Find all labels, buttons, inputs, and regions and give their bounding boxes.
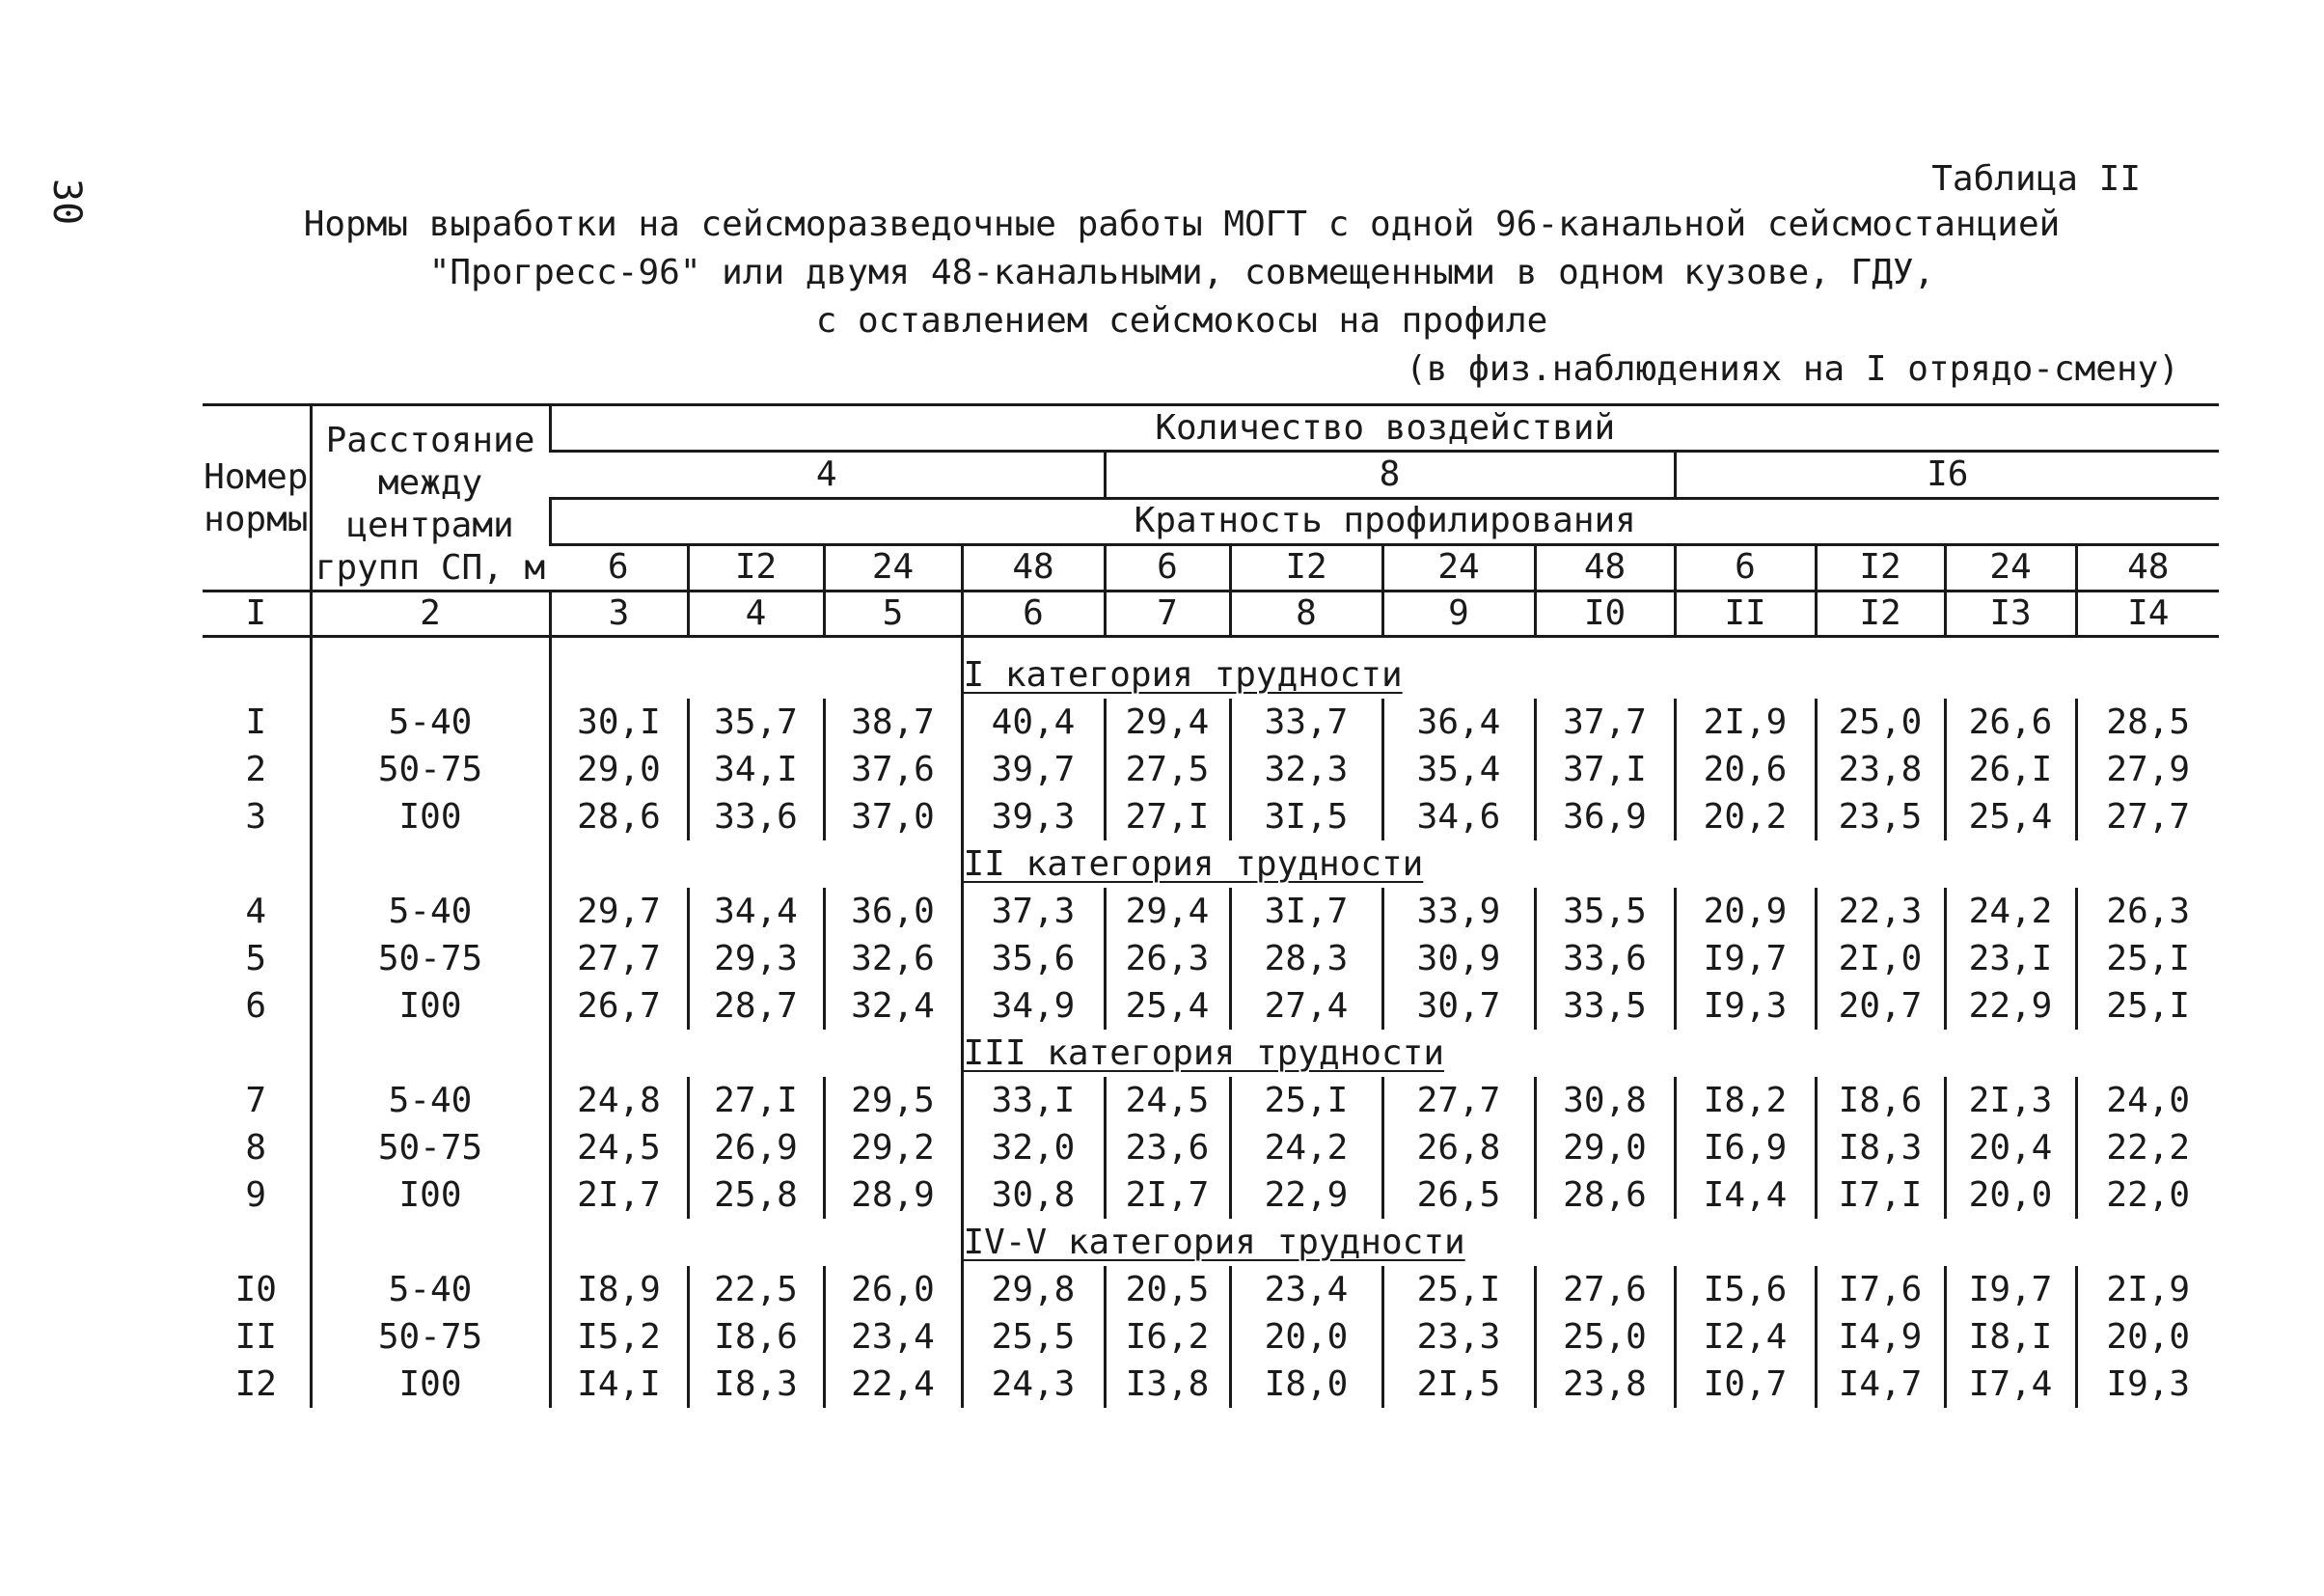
value-cell: 26,I (1945, 746, 2076, 793)
value-cell: 30,8 (1535, 1077, 1675, 1124)
value-cell: I4,7 (1816, 1361, 1945, 1408)
table-row (203, 888, 2219, 935)
value-cell: 32,3 (1230, 746, 1382, 793)
value-cell: 25,I (2076, 982, 2219, 1030)
column-number: I (203, 592, 311, 637)
value-cell: 20,9 (1675, 888, 1816, 935)
value-cell: I9,3 (2076, 1361, 2219, 1408)
spacer-cell (550, 840, 962, 888)
value-cell: I5,2 (550, 1313, 688, 1361)
value-cell: 23,6 (1105, 1124, 1230, 1171)
value-cell: 34,9 (962, 982, 1105, 1030)
distance-cell: 5-40 (311, 1077, 550, 1124)
norm-number-cell: 5 (245, 938, 267, 978)
spacer-cell (203, 840, 311, 888)
value-cell: 2I,9 (2076, 1266, 2219, 1313)
column-number: 5 (824, 592, 962, 637)
column-number: I4 (2076, 592, 2219, 637)
column-number-row (203, 592, 2219, 637)
value-cell: I8,2 (1675, 1077, 1816, 1124)
value-cell: 25,8 (688, 1171, 824, 1219)
value-cell: 37,0 (824, 793, 962, 840)
value-cell: I8,9 (550, 1266, 688, 1313)
value-cell: 36,4 (1382, 699, 1535, 746)
value-cell: 20,5 (1105, 1266, 1230, 1313)
table-row (203, 1124, 2219, 1171)
multiplicity-value: 48 (1535, 544, 1675, 591)
multiplicity-value: I2 (1816, 544, 1945, 591)
value-cell: 28,6 (1535, 1171, 1675, 1219)
value-cell: 26,6 (1945, 699, 2076, 746)
value-cell: 23,8 (1816, 746, 1945, 793)
multiplicity-value: I2 (1230, 544, 1382, 591)
spacer-cell (203, 1030, 311, 1077)
value-cell: 24,5 (550, 1124, 688, 1171)
table-row (203, 699, 2219, 746)
norm-number-cell: 3 (245, 796, 267, 837)
value-cell: 24,3 (962, 1361, 1105, 1408)
column-number: II (1675, 592, 1816, 637)
distance-cell: 50-75 (311, 935, 550, 982)
value-cell: 25,4 (1105, 982, 1230, 1030)
category-title: I категория трудности (962, 637, 2219, 700)
multiplicity-value: 24 (1945, 544, 2076, 591)
spacer-cell (550, 1030, 962, 1077)
column-number: 8 (1230, 592, 1382, 637)
header-multiplicity: Кратность профилирования (550, 498, 2219, 544)
value-cell: 30,9 (1382, 935, 1535, 982)
value-cell: 22,4 (824, 1361, 962, 1408)
value-cell: 35,7 (688, 699, 824, 746)
value-cell: 34,I (688, 746, 824, 793)
value-cell: 22,5 (688, 1266, 824, 1313)
value-cell: 20,0 (1945, 1171, 2076, 1219)
page-number: 30 (44, 179, 89, 226)
value-cell: 37,7 (1535, 699, 1675, 746)
table-body (203, 637, 2219, 1409)
column-number: 2 (311, 592, 550, 637)
value-cell: 23,I (1945, 935, 2076, 982)
value-cell: 25,I (1230, 1077, 1382, 1124)
category-title: II категория трудности (962, 840, 2219, 888)
value-cell: 22,9 (1230, 1171, 1382, 1219)
value-cell: 39,7 (962, 746, 1105, 793)
norm-number-cell: I (245, 702, 267, 742)
column-number: I0 (1535, 592, 1675, 637)
value-cell: 34,6 (1382, 793, 1535, 840)
distance-cell: 5-40 (311, 1266, 550, 1313)
column-number: 3 (550, 592, 688, 637)
value-cell: I4,9 (1816, 1313, 1945, 1361)
value-cell: I9,3 (1675, 982, 1816, 1030)
category-title: IV-V категория трудности (962, 1219, 2219, 1266)
distance-cell: 5-40 (311, 888, 550, 935)
value-cell: I4,I (550, 1361, 688, 1408)
column-number: 9 (1382, 592, 1535, 637)
value-cell: 29,2 (824, 1124, 962, 1171)
column-number: I2 (1816, 592, 1945, 637)
value-cell: 26,0 (824, 1266, 962, 1313)
value-cell: I7,I (1816, 1171, 1945, 1219)
value-cell: 33,9 (1382, 888, 1535, 935)
table-row (203, 935, 2219, 982)
value-cell: 20,0 (2076, 1313, 2219, 1361)
value-cell: 25,4 (1945, 793, 2076, 840)
value-cell: 29,0 (550, 746, 688, 793)
distance-cell: 5-40 (311, 699, 550, 746)
norm-number-cell: 6 (245, 985, 267, 1026)
title-line-2: "Прогресс-96" или двумя 48-канальными, совмещенными в одном кузове, ГДУ, (428, 253, 1935, 292)
value-cell: I0,7 (1675, 1361, 1816, 1408)
value-cell: 30,7 (1382, 982, 1535, 1030)
value-cell: 39,3 (962, 793, 1105, 840)
value-cell: 37,I (1535, 746, 1675, 793)
value-cell: I9,7 (1945, 1266, 2076, 1313)
header-impact-group-4: 4 (550, 452, 1105, 498)
value-cell: 27,9 (2076, 746, 2219, 793)
value-cell: 23,5 (1816, 793, 1945, 840)
value-cell: 26,9 (688, 1124, 824, 1171)
value-cell: 2I,5 (1382, 1361, 1535, 1408)
norm-number-cell: I2 (234, 1363, 277, 1404)
value-cell: 27,I (688, 1077, 824, 1124)
value-cell: 2I,7 (550, 1171, 688, 1219)
value-cell: 2I,0 (1816, 935, 1945, 982)
value-cell: I8,0 (1230, 1361, 1382, 1408)
value-cell: 35,5 (1535, 888, 1675, 935)
norm-number-cell: 9 (245, 1174, 267, 1215)
value-cell: 28,9 (824, 1171, 962, 1219)
value-cell: 3I,7 (1230, 888, 1382, 935)
column-number: 7 (1105, 592, 1230, 637)
value-cell: 32,6 (824, 935, 962, 982)
value-cell: 33,6 (1535, 935, 1675, 982)
distance-cell: I00 (311, 982, 550, 1030)
spacer-cell (311, 1030, 550, 1077)
value-cell: 25,5 (962, 1313, 1105, 1361)
value-cell: 25,I (1382, 1266, 1535, 1313)
units-note: (в физ.наблюдениях на I отрядо-смену) (1406, 349, 2179, 389)
value-cell: I6,9 (1675, 1124, 1816, 1171)
value-cell: 40,4 (962, 699, 1105, 746)
value-cell: 27,7 (2076, 793, 2219, 840)
category-row (203, 1219, 2219, 1266)
multiplicity-value: I2 (688, 544, 824, 591)
value-cell: 23,3 (1382, 1313, 1535, 1361)
value-cell: I7,4 (1945, 1361, 2076, 1408)
table-row (203, 793, 2219, 840)
value-cell: 27,4 (1230, 982, 1382, 1030)
value-cell: 22,3 (1816, 888, 1945, 935)
value-cell: 29,4 (1105, 699, 1230, 746)
value-cell: 27,7 (1382, 1077, 1535, 1124)
value-cell: I8,I (1945, 1313, 2076, 1361)
value-cell: 28,3 (1230, 935, 1382, 982)
value-cell: I4,4 (1675, 1171, 1816, 1219)
value-cell: 33,I (962, 1077, 1105, 1124)
norm-number-cell: 8 (245, 1127, 267, 1168)
header-impact-group-16: I6 (1675, 452, 2219, 498)
norm-number-cell: II (234, 1316, 277, 1357)
value-cell: 20,4 (1945, 1124, 2076, 1171)
title-line-1: Нормы выработки на сейсморазведочные работы МОГТ с одной 96-канальной сейсмостанцией (303, 205, 2061, 244)
value-cell: 36,0 (824, 888, 962, 935)
norm-number-cell: I0 (234, 1269, 277, 1309)
value-cell: I8,6 (1816, 1077, 1945, 1124)
value-cell: I7,6 (1816, 1266, 1945, 1313)
column-number: 6 (962, 592, 1105, 637)
value-cell: 3I,5 (1230, 793, 1382, 840)
value-cell: 33,6 (688, 793, 824, 840)
distance-cell: 50-75 (311, 1313, 550, 1361)
table-label: Таблица II (1931, 159, 2141, 199)
spacer-cell (311, 840, 550, 888)
multiplicity-value: 24 (824, 544, 962, 591)
distance-cell: I00 (311, 1361, 550, 1408)
value-cell: I8,6 (688, 1313, 824, 1361)
distance-cell: 50-75 (311, 746, 550, 793)
multiplicity-value: 24 (1382, 544, 1535, 591)
value-cell: I9,7 (1675, 935, 1816, 982)
value-cell: 20,2 (1675, 793, 1816, 840)
spacer-cell (311, 637, 550, 700)
value-cell: 20,0 (1230, 1313, 1382, 1361)
norm-number-cell: 2 (245, 749, 267, 789)
spacer-cell (311, 1219, 550, 1266)
distance-cell: 50-75 (311, 1124, 550, 1171)
distance-cell: I00 (311, 793, 550, 840)
value-cell: 23,8 (1535, 1361, 1675, 1408)
norms-table (203, 403, 2219, 1408)
value-cell: I5,6 (1675, 1266, 1816, 1313)
value-cell: 27,7 (550, 935, 688, 982)
value-cell: 27,5 (1105, 746, 1230, 793)
value-cell: 34,4 (688, 888, 824, 935)
value-cell: 22,0 (2076, 1171, 2219, 1219)
multiplicity-value: 6 (550, 544, 688, 591)
value-cell: 29,7 (550, 888, 688, 935)
multiplicity-value: 48 (2076, 544, 2219, 591)
value-cell: 28,5 (2076, 699, 2219, 746)
value-cell: 27,I (1105, 793, 1230, 840)
value-cell: 26,3 (1105, 935, 1230, 982)
value-cell: I8,3 (688, 1361, 824, 1408)
header-impacts: Количество воздействий (550, 405, 2219, 452)
value-cell: 28,7 (688, 982, 824, 1030)
value-cell: 22,2 (2076, 1124, 2219, 1171)
value-cell: 23,4 (824, 1313, 962, 1361)
spacer-cell (550, 637, 962, 700)
value-cell: I6,2 (1105, 1313, 1230, 1361)
value-cell: 26,7 (550, 982, 688, 1030)
value-cell: I2,4 (1675, 1313, 1816, 1361)
multiplicity-value: 6 (1675, 544, 1816, 591)
value-cell: 29,4 (1105, 888, 1230, 935)
value-cell: 22,9 (1945, 982, 2076, 1030)
header-impact-group-8: 8 (1105, 452, 1675, 498)
table-row (203, 1171, 2219, 1219)
table-row (203, 982, 2219, 1030)
value-cell: 33,7 (1230, 699, 1382, 746)
category-row (203, 840, 2219, 888)
value-cell: 26,3 (2076, 888, 2219, 935)
category-title: III категория трудности (962, 1030, 2219, 1077)
column-number: 4 (688, 592, 824, 637)
spacer-cell (550, 1219, 962, 1266)
value-cell: 37,6 (824, 746, 962, 793)
value-cell: I8,3 (1816, 1124, 1945, 1171)
value-cell: 23,4 (1230, 1266, 1382, 1313)
value-cell: 25,I (2076, 935, 2219, 982)
header-norm-number: Номер нормы (203, 405, 311, 592)
spacer-cell (203, 637, 311, 700)
value-cell: 24,0 (2076, 1077, 2219, 1124)
value-cell: 26,8 (1382, 1124, 1535, 1171)
value-cell: 28,6 (550, 793, 688, 840)
value-cell: I3,8 (1105, 1361, 1230, 1408)
multiplicity-value: 48 (962, 544, 1105, 591)
norm-number-cell: 7 (245, 1080, 267, 1120)
value-cell: 30,I (550, 699, 688, 746)
value-cell: 32,4 (824, 982, 962, 1030)
distance-cell: I00 (311, 1171, 550, 1219)
category-row (203, 1030, 2219, 1077)
value-cell: 35,4 (1382, 746, 1535, 793)
header-distance: Расстояние между центрами групп СП, м (311, 405, 550, 592)
value-cell: 24,2 (1230, 1124, 1382, 1171)
value-cell: 29,3 (688, 935, 824, 982)
value-cell: 26,5 (1382, 1171, 1535, 1219)
value-cell: 24,2 (1945, 888, 2076, 935)
category-row (203, 637, 2219, 700)
table-row (203, 1361, 2219, 1408)
value-cell: 37,3 (962, 888, 1105, 935)
value-cell: 25,0 (1535, 1313, 1675, 1361)
value-cell: 30,8 (962, 1171, 1105, 1219)
value-cell: 24,5 (1105, 1077, 1230, 1124)
multiplicity-value: 6 (1105, 544, 1230, 591)
value-cell: 29,0 (1535, 1124, 1675, 1171)
value-cell: 2I,7 (1105, 1171, 1230, 1219)
spacer-cell (203, 1219, 311, 1266)
table-row (203, 1313, 2219, 1361)
title-line-3: с оставлением сейсмокосы на профиле (815, 301, 1548, 341)
value-cell: 32,0 (962, 1124, 1105, 1171)
table-row (203, 746, 2219, 793)
value-cell: 27,6 (1535, 1266, 1675, 1313)
column-number: I3 (1945, 592, 2076, 637)
value-cell: 35,6 (962, 935, 1105, 982)
value-cell: 25,0 (1816, 699, 1945, 746)
value-cell: 29,5 (824, 1077, 962, 1124)
table-row (203, 1266, 2219, 1313)
norm-number-cell: 4 (245, 891, 267, 931)
value-cell: 29,8 (962, 1266, 1105, 1313)
value-cell: 2I,3 (1945, 1077, 2076, 1124)
value-cell: 2I,9 (1675, 699, 1816, 746)
value-cell: 24,8 (550, 1077, 688, 1124)
value-cell: 33,5 (1535, 982, 1675, 1030)
value-cell: 38,7 (824, 699, 962, 746)
value-cell: 36,9 (1535, 793, 1675, 840)
value-cell: 20,6 (1675, 746, 1816, 793)
table-row (203, 1077, 2219, 1124)
value-cell: 20,7 (1816, 982, 1945, 1030)
